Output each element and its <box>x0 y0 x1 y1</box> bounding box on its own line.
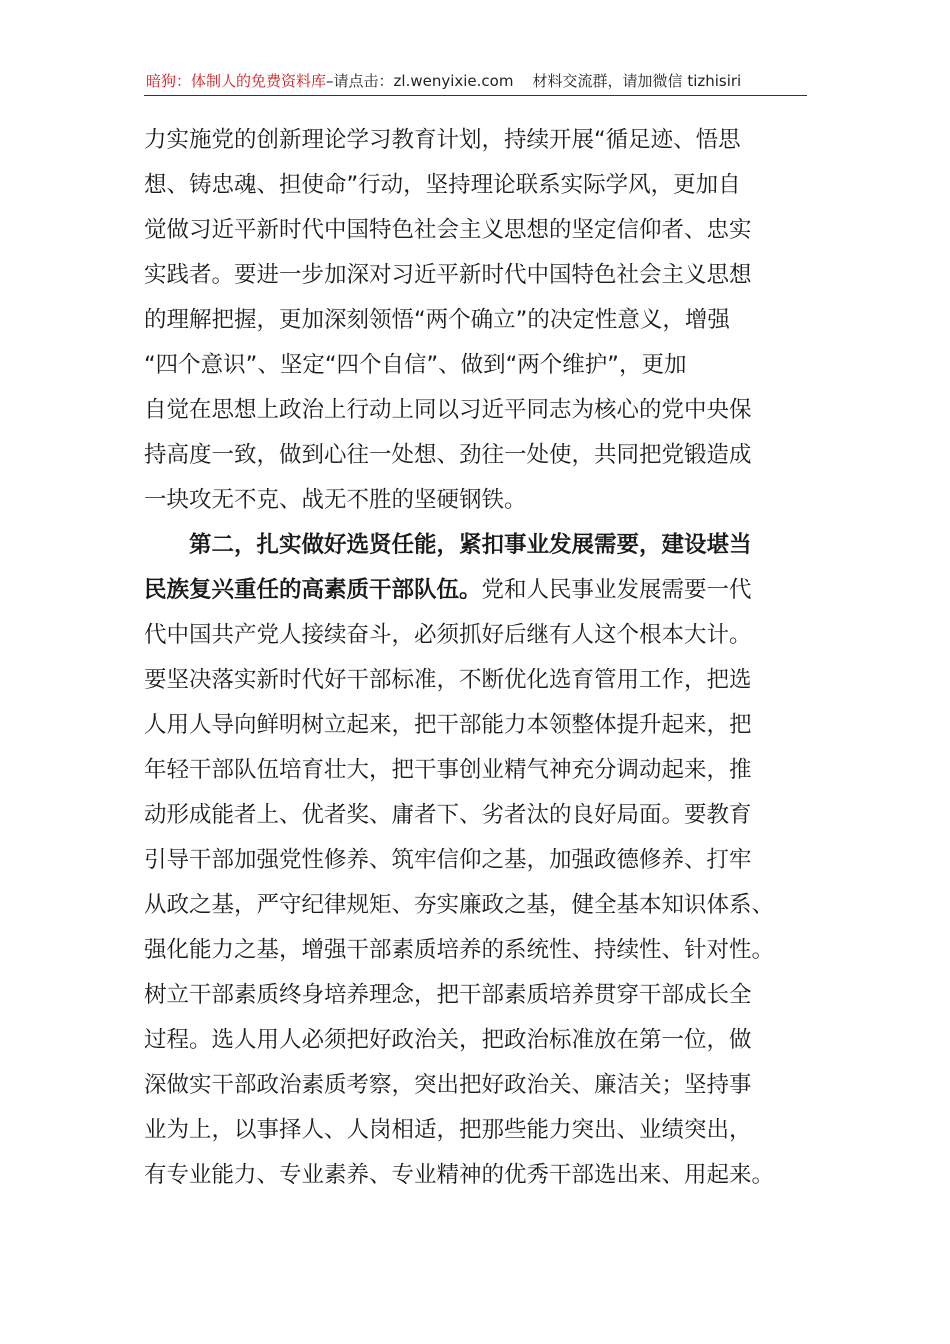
body-line <box>144 1063 808 1108</box>
section-heading-text: 民族复兴重任的高素质干部队伍。 <box>144 577 482 603</box>
line-text: 年轻干部队伍培育壮大，把干事创业精气神充分调动起来，推 <box>144 757 752 783</box>
body-line <box>144 298 808 343</box>
body-line <box>144 1018 808 1063</box>
line-text: 想、铸忠魂、担使命”行动，坚持理论联系实际学风，更加自 <box>144 172 741 198</box>
body-line <box>144 928 808 973</box>
line-text: 党和人民事业发展需要一代 <box>481 577 752 603</box>
body-line <box>144 163 808 208</box>
line-text: 实践者。要进一步加深对习近平新时代中国特色社会主义思想 <box>144 262 752 288</box>
body-line <box>144 613 808 658</box>
body-line <box>144 793 808 838</box>
header-site-name: 暗狗：体制人的免费资料库 <box>146 72 327 90</box>
body-line <box>144 343 808 388</box>
body-line <box>144 658 808 703</box>
page-header <box>146 70 806 94</box>
line-text: “四个意识”、坚定“四个自信”、做到“两个维护”，更加 <box>144 352 687 378</box>
line-text: 自觉在思想上政治上行动上同以习近平同志为核心的党中央保 <box>144 397 752 423</box>
section-heading-text: 第二，扎实做好选贤任能，紧扣事业发展需要，建设堪当 <box>189 532 752 558</box>
line-text: 代中国共产党人接续奋斗，必须抓好后继有人这个根本大计。 <box>144 622 752 648</box>
body-line <box>144 118 808 163</box>
body-line <box>144 1108 808 1153</box>
body-line <box>144 1153 808 1198</box>
line-text: 力实施党的创新理论学习教育计划，持续开展“循足迹、悟思 <box>144 127 741 153</box>
header-link-prompt: –请点击： <box>326 72 394 90</box>
body-line <box>144 748 808 793</box>
line-text: 树立干部素质终身培养理念，把干部素质培养贯穿干部成长全 <box>144 982 752 1008</box>
body-line <box>144 478 808 523</box>
header-divider <box>144 95 807 96</box>
line-text: 过程。选人用人必须把好政治关，把政治标准放在第一位，做 <box>144 1027 752 1053</box>
section-heading-line <box>144 523 808 568</box>
line-text: 业为上，以事择人、人岗相适，把那些能力突出、业绩突出， <box>144 1117 752 1143</box>
body-line <box>144 253 808 298</box>
line-text: 强化能力之基，增强干部素质培养的系统性、持续性、针对性。 <box>144 937 775 963</box>
body-line <box>144 883 808 928</box>
line-text: 持高度一致，做到心往一处想、劲往一处使，共同把党锻造成 <box>144 442 752 468</box>
line-text: 有专业能力、专业素养、专业精神的优秀干部选出来、用起来。 <box>144 1162 775 1188</box>
line-text: 深做实干部政治素质考察，突出把好政治关、廉洁关；坚持事 <box>144 1072 752 1098</box>
header-wechat-note: 材料交流群，请加微信 tizhisiri <box>532 72 742 90</box>
body-line <box>144 703 808 748</box>
line-text: 的理解把握，更加深刻领悟“两个确立”的决定性意义，增强 <box>144 307 730 333</box>
line-text: 要坚决落实新时代好干部标准，不断优化选育管用工作，把选 <box>144 667 752 693</box>
body-line <box>144 973 808 1018</box>
line-text: 动形成能者上、优者奖、庸者下、劣者汰的良好局面。要教育 <box>144 802 752 828</box>
section-heading-line <box>144 568 808 613</box>
line-text: 一块攻无不克、战无不胜的坚硬钢铁。 <box>144 487 527 513</box>
body-line <box>144 208 808 253</box>
line-text: 引导干部加强党性修养、筑牢信仰之基，加强政德修养、打牢 <box>144 847 752 873</box>
body-line <box>144 838 808 883</box>
document-body <box>144 118 808 1198</box>
body-line <box>144 388 808 433</box>
line-text: 觉做习近平新时代中国特色社会主义思想的坚定信仰者、忠实 <box>144 217 752 243</box>
header-link-url[interactable]: zl.wenyixie.com <box>393 72 514 90</box>
body-line <box>144 433 808 478</box>
line-text: 从政之基，严守纪律规矩、夯实廉政之基，健全基本知识体系、 <box>144 892 775 918</box>
line-text: 人用人导向鲜明树立起来，把干部能力本领整体提升起来，把 <box>144 712 752 738</box>
